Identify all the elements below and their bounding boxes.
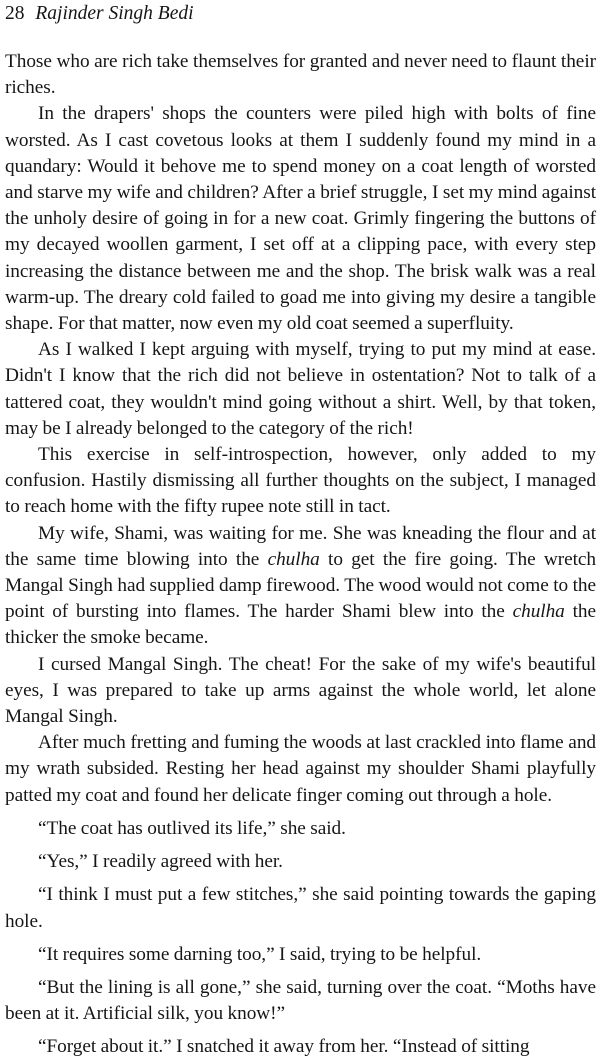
paragraph-13: “Forget about it.” I snatched it away from her. “Instead of sitting <box>38 1036 530 1058</box>
page-number: 28 <box>5 3 25 24</box>
running-header <box>5 2 596 26</box>
paragraph-3: As I walked I kept arguing with myself, trying to put my mind at ease. Didn't I know that the rich did not believe in ostentation? Not to talk of a tattered coat, they wouldn't mind going without a shirt. Well, by that token, may be I already belonged to the category of the rich! <box>5 339 596 439</box>
paragraph-10: “I think I must put a few stitches,” she said pointing towards the gaping hole. <box>5 884 596 932</box>
paragraph-2: In the drapers' shops the counters were piled high with bolts of fine worsted. As I cast covetous looks at them I suddenly found my mind in a quandary: Would it behove me to spend money on a coat length of worsted and starve my wife and children? After a brief struggle, I set my mind against the unholy desire of going in for a new coat. Grimly fingering the buttons of my decayed woollen garment, I set off at a clipping pace, with every step increasing the distance between me and the shop. The brisk walk was a real warm-up. The dreary cold failed to goad me into giving my desire a tangible shape. For that matter, now even my old coat seemed a superfluity. <box>5 103 596 335</box>
paragraph-5 <box>5 521 596 652</box>
paragraph-5-text-middle: to get the fire going. The wretch Mangal Singh had supplied damp firewood. The wood would not come to the point of bursting into flames. The harder Shami blew into the <box>5 548 597 623</box>
paragraph-1: Those who are rich take themselves for granted and never need to flaunt their riches. <box>5 51 596 99</box>
paragraph-12: “But the lining is all gone,” she said, turning over the coat. “Moths have been at it. Artificial silk, you know!” <box>5 976 596 1025</box>
paragraph-5-italic-chulha-2: chulha <box>512 601 565 623</box>
paragraph-7: After much fretting and fuming the woods at last crackled into flame and my wrath subsided. Resting her head against my shoulder Shami playfully patted my coat and found her delicate finger coming out through a hole. <box>5 732 596 806</box>
paragraph-8: “The coat has outlived its life,” she said. <box>38 817 346 839</box>
paragraph-4: This exercise in self-introspection, however, only added to my confusion. Hastily dismissing all further thoughts on the subject, I managed to reach home with the fifty rupee note still in tact. <box>5 444 596 518</box>
body-text <box>5 49 596 1061</box>
paragraph-6: I cursed Mangal Singh. The cheat! For the sake of my wife's beautiful eyes, I was prepared to take up arms against the whole world, let alone Mangal Singh. <box>5 653 596 728</box>
paragraph-5-text-before: My wife, Shami, was waiting for me. She was kneading the flour and at the same time blowing into the <box>5 522 596 570</box>
paragraph-5-italic-chulha-1: chulha <box>267 548 320 570</box>
paragraph-11: “It requires some darning too,” I said, trying to be helpful. <box>38 943 482 965</box>
paragraph-9: “Yes,” I readily agreed with her. <box>38 851 283 873</box>
running-title: Rajinder Singh Bedi <box>35 3 194 24</box>
paragraph-5-text-after: the thicker the smoke became. <box>5 601 596 649</box>
